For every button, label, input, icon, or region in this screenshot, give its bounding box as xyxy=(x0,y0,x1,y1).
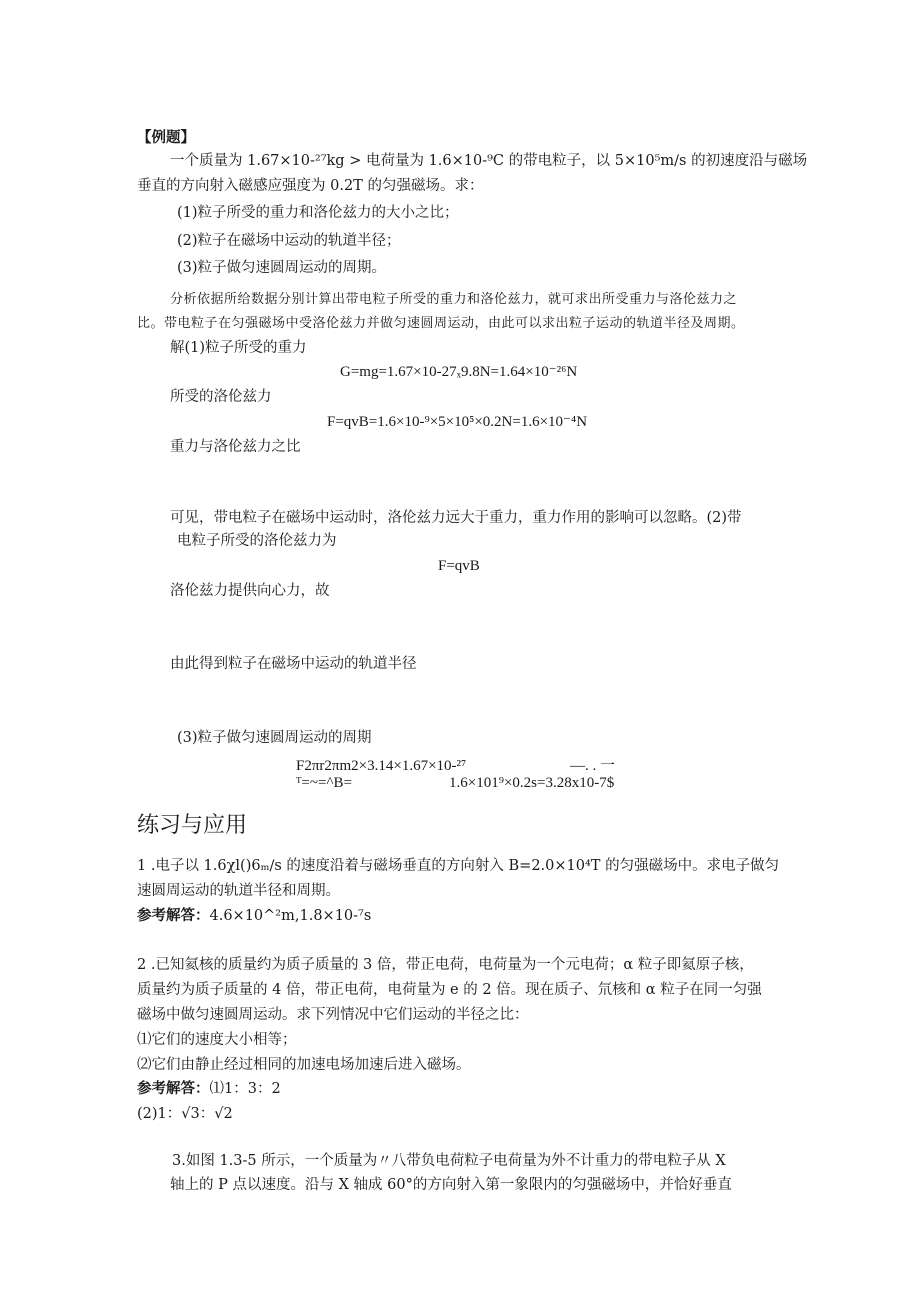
equation-lorentz: F=qvB=1.6×10-⁹×5×10⁵×0.2N=1.6×10⁻⁴N xyxy=(327,414,588,430)
analysis-line-1: 分析依据所给数据分别计算出带电粒子所受的重力和洛伦兹力，就可求出所受重力与洛伦兹力之 xyxy=(170,292,738,307)
equation-gravity: G=mg=1.67×10-27ₓ9.8N=1.64×10⁻²⁶N xyxy=(340,364,578,380)
problem1-line-1: 1 .电子以 1.6χl()6ₘ∕s 的速度沿着与磁场垂直的方向射入 B=2.0×10⁴T 的匀强磁场中。求电子做匀 xyxy=(137,858,780,874)
example-label: 【例题】 xyxy=(137,129,195,146)
analysis-line-2: 比。带电粒子在匀强磁场中受洛伦兹力并做匀速圆周运动，由此可以求出粒子运动的轨道半径及周期。 xyxy=(137,316,745,331)
problem2-answer-2: (2)1：√3：√2 xyxy=(137,1106,233,1122)
question-1: (1)粒子所受的重力和洛伦兹力的大小之比； xyxy=(177,205,459,221)
radius-text: 由此得到粒子在磁场中运动的轨道半径 xyxy=(170,656,417,672)
problem1-answer xyxy=(137,906,371,926)
solution-intro: 解(1)粒子所受的重力 xyxy=(170,340,307,356)
question-2: (2)粒子在磁场中运动的轨道半径； xyxy=(177,233,401,249)
centripetal-text: 洛伦兹力提供向心力，故 xyxy=(170,583,330,599)
problem2-answer-1 xyxy=(137,1079,281,1099)
ratio-label: 重力与洛伦兹力之比 xyxy=(170,439,301,455)
problem3-line-1: 3.如图 1.3-5 所示，一个质量为〃八带负电荷粒子电荷量为外不计重力的带电粒子从 X xyxy=(172,1153,726,1169)
problem2-q1: ⑴它们的速度大小相等； xyxy=(137,1032,297,1048)
problem3-line-2: 轴上的 P 点以速度。沿与 X 轴成 60°的方向射入第一象限内的匀强磁场中，并恰好垂直 xyxy=(170,1177,732,1193)
period-line-1b: —. . 一 xyxy=(570,758,616,774)
lorentz-label: 所受的洛伦兹力 xyxy=(170,389,272,405)
period-label: (3)粒子做匀速圆周运动的周期 xyxy=(177,730,372,746)
equation-f: F=qvB xyxy=(438,558,480,574)
answer-label: 参考解答： xyxy=(137,1080,210,1097)
problem1-line-2: 速圆周运动的轨道半径和周期。 xyxy=(137,883,340,899)
period-line-2b: 1.6×101⁹×0.2s=3.28x10-7$ xyxy=(449,775,615,791)
period-line-2a: ᵀ=~=^B= xyxy=(296,775,352,791)
problem2-line-1: 2 .已知氦核的质量约为质子质量的 3 倍，带正电荷，电荷量为一个元电荷；α 粒子即氦原子核， xyxy=(137,957,754,973)
problem2-line-2: 质量约为质子质量的 4 倍，带正电荷，电荷量为 e 的 2 倍。现在质子、氘核和 α 粒子在同一匀强 xyxy=(137,982,762,998)
practice-heading: 练习与应用 xyxy=(137,813,248,838)
question-3: (3)粒子做匀速圆周运动的周期。 xyxy=(177,260,387,276)
problem2-q2: ⑵它们由静止经过相同的加速电场加速后进入磁场。 xyxy=(137,1057,471,1073)
problem2-line-3: 磁场中做匀速圆周运动。求下列情况中它们运动的半径之比： xyxy=(137,1007,529,1023)
period-line-1a: F2πr2πm2×3.14×1.67×10-²⁷ xyxy=(296,758,467,774)
conclusion-line-2: 电粒子所受的洛伦兹力为 xyxy=(177,533,337,549)
conclusion-line-1: 可见，带电粒子在磁场中运动时，洛伦兹力远大于重力，重力作用的影响可以忽略。(2)带 xyxy=(170,510,742,526)
problem-line-2: 垂直的方向射入磁感应强度为 0.2T 的匀强磁场。求： xyxy=(137,178,484,194)
problem-line-1: 一个质量为 1.67×10-²⁷kg > 电荷量为 1.6×10-⁹C 的带电粒子，以 5×10⁵m∕s 的初速度沿与磁场 xyxy=(170,153,808,169)
answer-value: ⑴1：3：2 xyxy=(209,1081,281,1097)
answer-value: 4.6×10^²m,1.8×10-⁷s xyxy=(209,908,372,924)
answer-label: 参考解答： xyxy=(137,907,210,924)
